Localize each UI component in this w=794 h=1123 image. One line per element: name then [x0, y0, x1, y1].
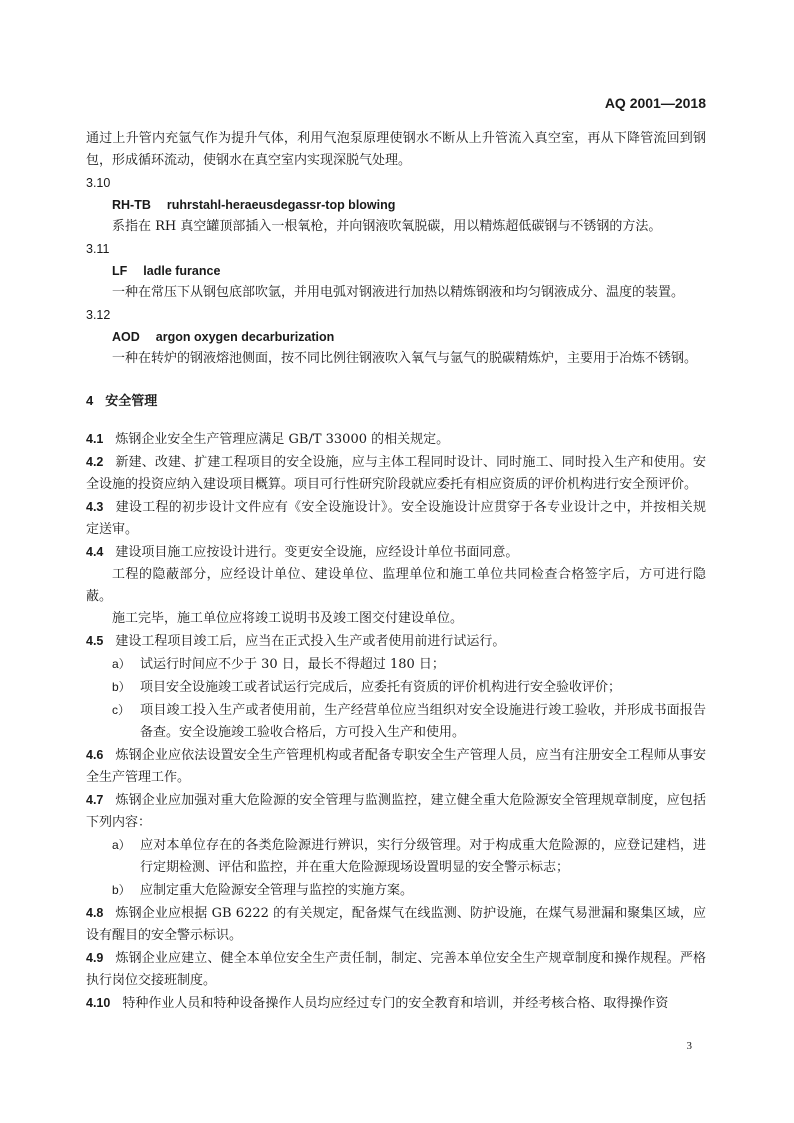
clause-text: 炼钢企业应根据 GB 6222 的有关规定，配备煤气在线监测、防护设施，在煤气易泄漏和聚集区域，应设有醒目的安全警示标识。	[86, 906, 706, 943]
clause-4-4	[86, 541, 706, 564]
chapter-number: 4	[86, 393, 94, 408]
clause-text: 炼钢企业应依法设置安全生产管理机构或者配备专职安全生产管理人员，应当有注册安全工程师从事安全生产管理工作。	[86, 748, 706, 785]
clause-4-9	[86, 947, 706, 992]
clause-4-1	[86, 428, 706, 451]
list-item	[86, 653, 706, 676]
clause-number: 4.3	[86, 500, 104, 514]
term-number: 3.11	[86, 242, 110, 256]
clause-number: 4.6	[86, 748, 104, 762]
clause-4-10	[86, 992, 706, 1015]
list-item	[86, 676, 706, 699]
list-marker: b）	[112, 680, 131, 694]
clause-4-3	[86, 496, 706, 541]
clause-4-8	[86, 902, 706, 947]
list-marker: c）	[112, 703, 131, 717]
clause-number: 4.2	[86, 455, 104, 469]
term-number: 3.12	[86, 308, 111, 322]
clause-number: 4.1	[86, 432, 104, 446]
clause-text: 新建、改建、扩建工程项目的安全设施，应与主体工程同时设计、同时施工、同时投入生产和使用。安全设施的投资应纳入建设项目概算。项目可行性研究阶段就应委托有相应资质的评价机构进行安全预评价。	[86, 455, 706, 492]
clause-text: 炼钢企业应加强对重大危险源的安全管理与监测监控，建立健全重大危险源安全管理规章制度，应包括下列内容：	[86, 793, 706, 830]
clause-text: 炼钢企业应建立、健全本单位安全生产责任制，制定、完善本单位安全生产规章制度和操作规程。严格执行岗位交接班制度。	[86, 951, 706, 988]
clause-4-7	[86, 789, 706, 834]
term-definition: 一种在转炉的钢液熔池侧面，按不同比例往钢液吹入氧气与氩气的脱碳精炼炉，主要用于冶炼不锈钢。	[112, 351, 698, 366]
clause-4-4-paragraph-3: 施工完毕，施工单位应将竣工说明书及竣工图交付建设单位。	[112, 611, 464, 626]
clause-text: 特种作业人员和特种设备操作人员均应经过专门的安全教育和培训，并经考核合格、取得操作资	[122, 996, 669, 1011]
term-heading	[86, 260, 706, 282]
term-heading	[86, 194, 706, 216]
list-marker: b）	[112, 883, 131, 897]
list-item	[86, 879, 706, 902]
term-number: 3.10	[86, 176, 111, 190]
clause-text: 建设项目施工应按设计进行。变更安全设施，应经设计单位书面同意。	[115, 545, 519, 560]
document-code: AQ 2001—2018	[604, 95, 706, 111]
term-3-11	[86, 238, 706, 304]
list-item	[86, 834, 706, 879]
list-marker: a）	[112, 838, 131, 852]
term-definition: 一种在常压下从钢包底部吹氩，并用电弧对钢液进行加热以精炼钢液和均匀钢液成分、温度的装置。	[112, 285, 685, 300]
list-text: 项目竣工投入生产或者使用前，生产经营单位应当组织对安全设施进行竣工验收，并形成书面报告备查。安全设施竣工验收合格后，方可投入生产和使用。	[140, 703, 706, 740]
clause-text: 建设工程项目竣工后，应当在正式投入生产或者使用前进行试运行。	[115, 634, 506, 649]
clause-number: 4.8	[86, 906, 104, 920]
list-item	[86, 699, 706, 744]
term-abbr: AOD	[112, 330, 140, 344]
term-english: ladle furance	[143, 264, 221, 278]
clause-4-2	[86, 451, 706, 496]
list-text: 项目安全设施竣工或者试运行完成后，应委托有资质的评价机构进行安全验收评价；	[140, 680, 622, 695]
list-text: 应对本单位存在的各类危险源进行辨识，实行分级管理。对于构成重大危险源的，应登记建档，进行定期检测、评估和监控，并在重大危险源现场设置明显的安全警示标志；	[140, 838, 706, 875]
document-body	[86, 128, 706, 1015]
list-text: 试运行时间应不少于 30 日，最长不得超过 180 日；	[140, 657, 445, 672]
clause-number: 4.9	[86, 951, 104, 965]
term-definition: 系指在 RH 真空罐顶部插入一根氧枪，并向钢液吹氧脱碳，用以精炼超低碳钢与不锈钢的方法。	[112, 219, 662, 234]
term-3-10	[86, 172, 706, 238]
list-text: 应制定重大危险源安全管理与监控的实施方案。	[140, 883, 414, 898]
clause-number: 4.7	[86, 793, 104, 807]
clause-4-4-paragraph-2: 工程的隐蔽部分，应经设计单位、建设单位、监理单位和施工单位共同检查合格签字后，方可进行隐蔽。	[86, 567, 706, 604]
term-abbr: LF	[112, 264, 128, 278]
chapter-heading	[86, 390, 706, 412]
chapter-title: 安全管理	[105, 393, 158, 408]
clause-4-5	[86, 630, 706, 653]
term-english: ruhrstahl-heraeusdegassr-top blowing	[166, 198, 396, 212]
list-marker: a）	[112, 657, 131, 671]
continuation-paragraph: 通过上升管内充氩气作为提升气体，利用气泡泵原理使钢水不断从上升管流入真空室，再从下降管流回到钢包，形成循环流动，使钢水在真空室内实现深脱气处理。	[86, 131, 706, 168]
clause-text: 炼钢企业安全生产管理应满足 GB/T 33000 的相关规定。	[115, 432, 450, 447]
term-abbr: RH-TB	[112, 198, 151, 212]
clause-number: 4.10	[86, 996, 111, 1010]
clause-4-6	[86, 744, 706, 789]
term-heading	[86, 326, 706, 348]
clause-number: 4.4	[86, 545, 104, 559]
clause-text: 建设工程的初步设计文件应有《安全设施设计》。安全设施设计应贯穿于各专业设计之中，并按相关规定送审。	[86, 500, 706, 537]
page-number: 3	[686, 1040, 692, 1052]
clause-number: 4.5	[86, 634, 104, 648]
term-english: argon oxygen decarburization	[155, 330, 335, 344]
term-3-12	[86, 304, 706, 370]
